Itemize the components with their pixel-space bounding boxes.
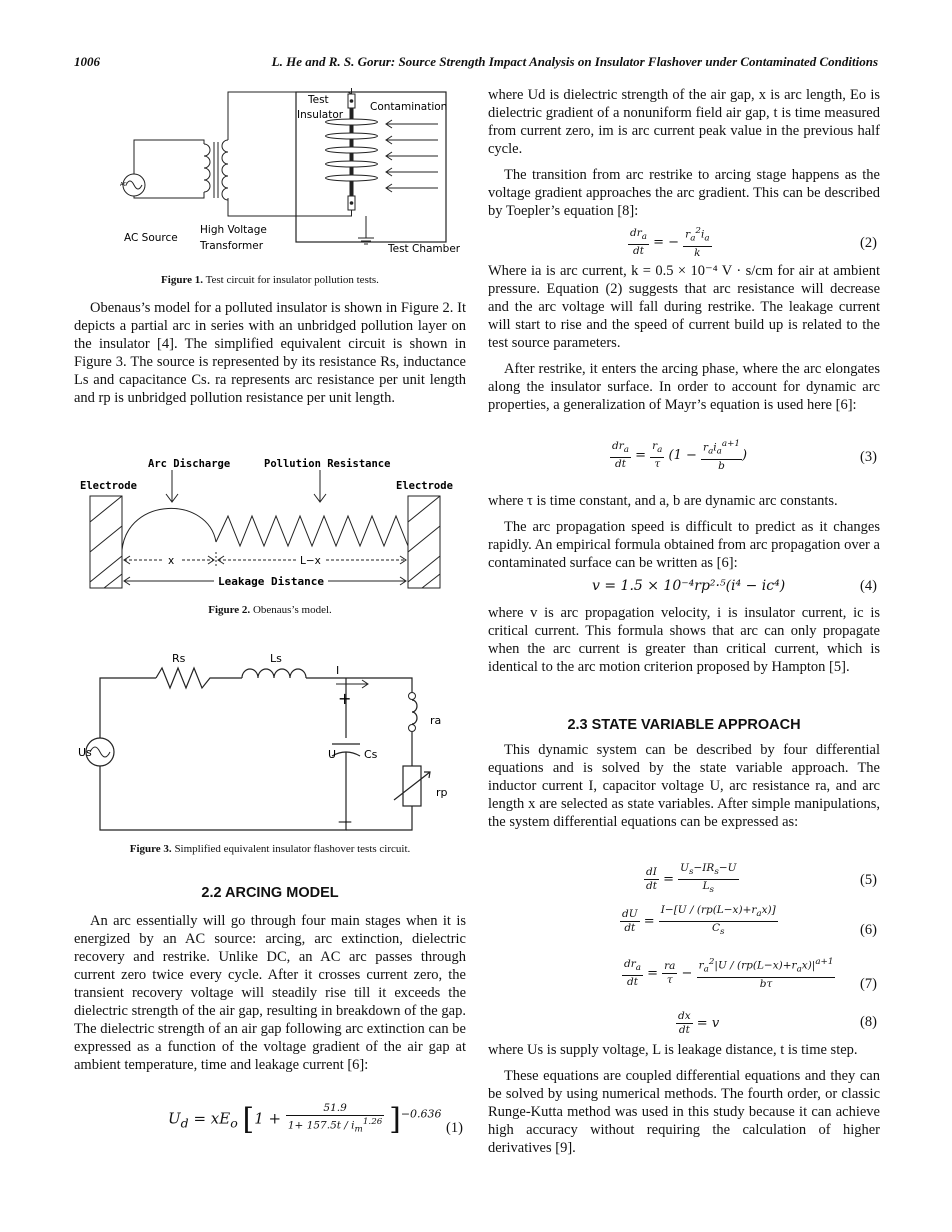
svg-text:ra: ra xyxy=(430,714,442,727)
svg-text:Leakage Distance: Leakage Distance xyxy=(218,575,324,588)
svg-text:I: I xyxy=(336,664,340,677)
transformer-coils xyxy=(204,140,228,200)
svg-text:Ls: Ls xyxy=(270,652,282,665)
equation-4-number: (4) xyxy=(860,578,877,594)
figure-2-diagram xyxy=(78,452,462,598)
svg-text:AC: AC xyxy=(120,182,127,188)
svg-text:Test: Test xyxy=(308,94,329,106)
equation-2: $\frac{dr_a}{dt}$ = − $\frac{r_a^2i_a}{k}$ xyxy=(630,226,710,259)
svg-text:Insulator: Insulator xyxy=(297,109,344,121)
right-text-block-3: where τ is time constant, and a, b are dynamic arc constants. The arc propagation speed is difficult to predict as it changes rapidly. An empirical formula obtained from arc propagation over a contaminated surface can be written as [6]: xyxy=(488,493,880,571)
equation-7: $\frac{dr_a}{dt}$ = $\frac{ra}{\tau}$ − $\frac{r_a^2|U / (rp(L-x)+r_ax)|^{a+1}}{b\tau}$ xyxy=(624,957,834,990)
right-text-block-1: where Ud is dielectric strength of the air gap, x is arc length, Eo is dielectric gradient of a nonuniform field air gap, t is time measured from current zero, im is arc current peak value in the previous half cycle. The transition from arc restrike to arcing stage happens as the voltage gradient approaches the arc gradient. This can be described by Toepler’s equation [8]: xyxy=(488,87,880,219)
figure-1-diagram xyxy=(108,88,460,268)
page-number: 1006 xyxy=(74,54,100,69)
equation-1-number: (1) xyxy=(446,1120,463,1136)
figure-3-caption: Figure 3. Simplified equivalent insulator flashover tests circuit. xyxy=(129,843,411,855)
svg-text:Rs: Rs xyxy=(172,652,186,665)
right-text-block-6: where Us is supply voltage, L is leakage distance, t is time step. These equations are coupled differential equations and they can be solved by using numerical methods. The fourth order, or classic Runge-Kutta method was used in this study because it can achieve high accuracy without requiring the calculation of higher derivatives [9]. xyxy=(488,1042,880,1156)
equation-3-number: (3) xyxy=(860,449,877,465)
equation-1: $U_d = xE_o$ [1 + $\frac{51.9}{1+ 157.5t / i_m^{1.26}}$ ]$^{-0.636}$ xyxy=(168,1102,442,1137)
pollution-zigzag xyxy=(216,516,408,546)
svg-text:Test Chamber: Test Chamber xyxy=(388,243,460,255)
svg-text:x: x xyxy=(168,555,175,567)
equation-5-number: (5) xyxy=(860,872,877,888)
right-text-block-4: where v is arc propagation velocity, i is insulator current, ic is critical current. This formula shows that arc can only propagate when the arc current is greater than critical current, which is identical to the arc motion criterion proposed by Hampton [5]. xyxy=(488,605,880,675)
left-paragraph-2: An arc essentially will go through four main stages when it is energized by an AC source: arcing, arc extinction, dielectric recovery and restrike. Unlike DC, an AC arc passes through current zero twice every cycle. After it crosses current zero, the transient recovery voltage will steadily rise till it exceeds the dielectric strength of the air gap, resulting in breakdown of the gap. The dielectric strength of an air gap following arc extinction can be expressed as a function of the voltage gradient of the air gap at ambient temperature, time and leakage current [6]: xyxy=(74,913,466,1073)
equation-8: $\frac{dx}{dt}$ = v xyxy=(678,1010,720,1036)
svg-text:Transformer: Transformer xyxy=(200,240,264,252)
right-text-block-2: Where ia is arc current, k = 0.5 × 10⁻⁴ V · s/cm for air at ambient pressure. Equation (2) suggests that arc resistance will decrease and the arc voltage will fall during restrike. The leakage current will start to rise and the speed of current build up is related to the test source parameters. After restrike, it enters the arcing phase, where the arc elongates along the insulator surface. In order to account for dynamic arc properties, a generalization of Mayr’s equation is used here [6]: xyxy=(488,263,880,413)
equation-5: $\frac{dI}{dt}$ = $\frac{U_s-IR_s-U}{L_s}$ xyxy=(646,862,737,896)
section-2-2-heading: 2.2 ARCING MODEL xyxy=(201,885,339,901)
equation-6-number: (6) xyxy=(860,922,877,938)
svg-text:Pollution Resistance: Pollution Resistance xyxy=(264,458,391,470)
svg-text:AC Source: AC Source xyxy=(124,232,178,244)
svg-text:Us: Us xyxy=(78,746,92,759)
left-paragraph-1: Obenaus’s model for a polluted insulator is shown in Figure 2. It depicts a partial arc in series with an unbridged pollution layer on the insulator [4]. The simplified equivalent circuit is shown in Figure 3. The source is represented by its resistance Rs, inductance Ls and capacitance Cs. ra represents arc resistance per unit length and rp is unbridged pollution resistance per unit length. xyxy=(74,300,466,406)
figure-3-circuit xyxy=(74,648,466,834)
svg-text:L−x: L−x xyxy=(300,555,321,567)
running-title: L. He and R. S. Gorur: Source Strength Impact Analysis on Insulator Flashover under Contaminated Conditions xyxy=(271,54,878,69)
section-2-3-heading: 2.3 STATE VARIABLE APPROACH xyxy=(567,717,801,733)
equation-7-number: (7) xyxy=(860,976,877,992)
contamination-arrows xyxy=(386,120,438,192)
svg-text:High Voltage: High Voltage xyxy=(200,224,267,236)
equation-4: v = 1.5 × 10⁻⁴rp²·⁵(i⁴ − ic⁴) xyxy=(592,578,786,594)
equation-3: $\frac{dr_a}{dt}$ = $\frac{r_a}{\tau}$ (1 − $\frac{r_ai_a^{a+1}}{b}$ ) xyxy=(612,439,748,472)
svg-text:Cs: Cs xyxy=(364,748,378,761)
equation-8-number: (8) xyxy=(860,1014,877,1030)
svg-text:Arc Discharge: Arc Discharge xyxy=(148,458,231,470)
right-text-block-5: This dynamic system can be described by four differential equations and is solved by the state variable approach. The inductor current I, capacitor voltage U, arc resistance ra, and arc length x are selected as state variables. After simple manipulations, the system differential equations can be expressed as: xyxy=(488,742,880,830)
svg-text:+: + xyxy=(338,689,352,708)
svg-text:Contamination: Contamination xyxy=(370,101,448,113)
svg-text:—: — xyxy=(338,814,352,830)
svg-text:rp: rp xyxy=(436,786,448,799)
svg-text:U: U xyxy=(328,748,337,761)
arc-curve xyxy=(122,508,216,550)
figure-1-caption: Figure 1. Test circuit for insulator pollution tests. xyxy=(161,274,379,286)
equation-2-number: (2) xyxy=(860,235,877,251)
svg-text:Electrode: Electrode xyxy=(396,480,453,492)
figure-2-caption: Figure 2. Obenaus’s model. xyxy=(208,604,332,616)
svg-text:Electrode: Electrode xyxy=(80,480,137,492)
equation-6: $\frac{dU}{dt}$ = $\frac{I-[U / (rp(L-x)+r_ax)]}{C_s}$ xyxy=(622,904,776,938)
